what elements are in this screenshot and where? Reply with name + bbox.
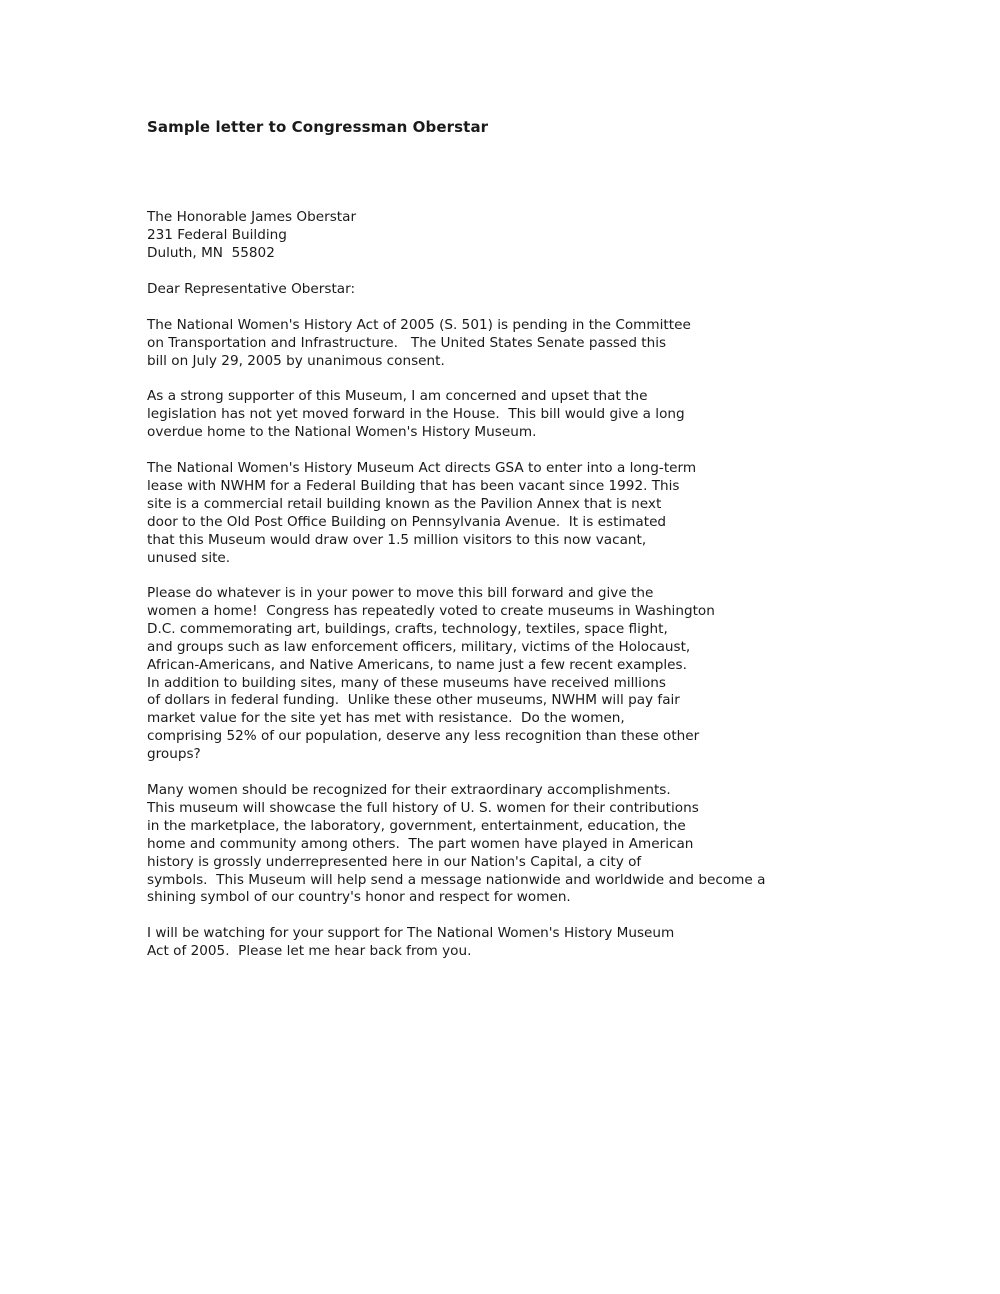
page-title: Sample letter to Congressman Oberstar <box>147 118 489 136</box>
paragraph-line: Many women should be recognized for their extraordinary accomplishments. <box>147 782 671 798</box>
paragraph-line: In addition to building sites, many of these museums have received millions <box>147 674 666 691</box>
paragraph-line: on Transportation and Infrastructure. The United States Senate passed this <box>147 334 667 351</box>
address-line: 231 Federal Building <box>147 226 287 243</box>
paragraph-line: D.C. commemorating art, buildings, crafts, technology, textiles, space flight, <box>147 620 668 637</box>
paragraph-4 <box>147 585 715 764</box>
paragraph-line: and groups such as law enforcement officers, military, victims of the Holocaust, <box>147 638 691 655</box>
salutation-text: Dear Representative Oberstar: <box>147 281 356 297</box>
paragraph-line: The National Women's History Act of 2005 (S. 501) is pending in the Committee <box>147 317 691 333</box>
paragraph-line: site is a commercial retail building known as the Pavilion Annex that is next <box>147 495 662 512</box>
paragraph-line: home and community among others. The part women have played in American <box>147 835 694 852</box>
paragraph-line: market value for the site yet has met with resistance. Do the women, <box>147 710 625 727</box>
paragraph-line: legislation has not yet moved forward in the House. This bill would give a long <box>147 405 685 422</box>
paragraph-line: Please do whatever is in your power to move this bill forward and give the <box>147 585 654 601</box>
paragraph-line: shining symbol of our country's honor and respect for women. <box>147 889 571 906</box>
paragraph-line: Act of 2005. Please let me hear back from you. <box>147 942 472 959</box>
paragraph-line: unused site. <box>147 549 231 566</box>
paragraph-2 <box>147 388 685 442</box>
paragraph-line: history is grossly underrepresented here in our Nation's Capital, a city of <box>147 853 642 870</box>
recipient-address <box>147 209 356 263</box>
paragraph-5 <box>147 782 765 907</box>
paragraph-line: lease with NWHM for a Federal Building that has been vacant since 1992. This <box>147 477 680 494</box>
paragraph-line: I will be watching for your support for The National Women's History Museum <box>147 925 675 941</box>
paragraph-line: overdue home to the National Women's History Museum. <box>147 423 537 440</box>
paragraph-line: that this Museum would draw over 1.5 million visitors to this now vacant, <box>147 531 647 548</box>
paragraph-line: comprising 52% of our population, deserve any less recognition than these other <box>147 728 700 745</box>
paragraph-6 <box>147 925 674 961</box>
paragraph-line: symbols. This Museum will help send a message nationwide and worldwide and become a <box>147 871 766 888</box>
salutation <box>147 281 355 299</box>
paragraph-line: women a home! Congress has repeatedly voted to create museums in Washington <box>147 602 715 619</box>
paragraph-line: bill on July 29, 2005 by unanimous consent. <box>147 352 445 369</box>
address-line: The Honorable James Oberstar <box>147 209 357 225</box>
paragraph-line: African-Americans, and Native Americans, to name just a few recent examples. <box>147 656 687 673</box>
paragraph-1 <box>147 317 691 371</box>
paragraph-line: This museum will showcase the full history of U. S. women for their contributions <box>147 799 699 816</box>
paragraph-line: groups? <box>147 746 201 763</box>
paragraph-line: in the marketplace, the laboratory, government, entertainment, education, the <box>147 817 686 834</box>
paragraph-3 <box>147 460 696 567</box>
address-line: Duluth, MN 55802 <box>147 244 275 261</box>
paragraph-line: of dollars in federal funding. Unlike these other museums, NWHM will pay fair <box>147 692 680 709</box>
paragraph-line: The National Women's History Museum Act directs GSA to enter into a long-term <box>147 460 697 476</box>
paragraph-line: As a strong supporter of this Museum, I am concerned and upset that the <box>147 388 648 404</box>
paragraph-line: door to the Old Post Office Building on Pennsylvania Avenue. It is estimated <box>147 513 667 530</box>
